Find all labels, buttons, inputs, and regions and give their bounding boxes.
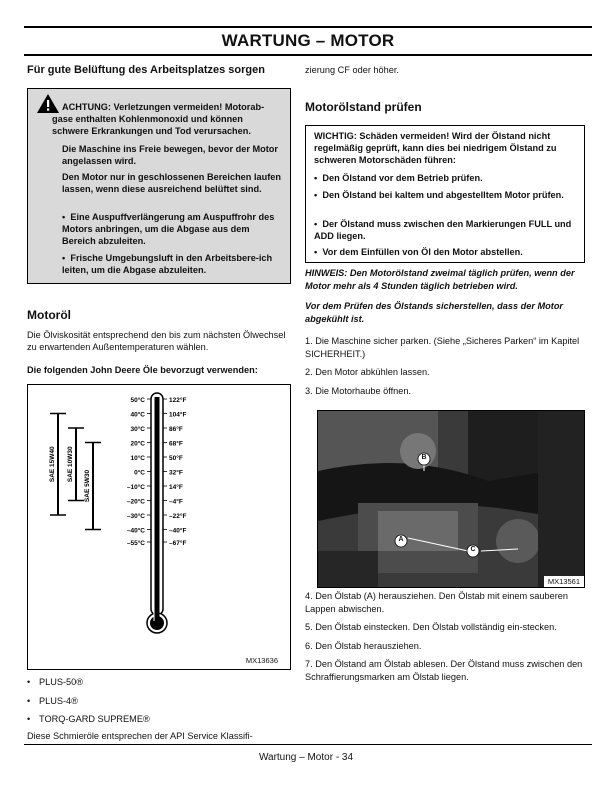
warning-bullet-1 — [62, 211, 284, 248]
warning-box — [27, 88, 291, 284]
celsius-tick-label: 0°C — [134, 469, 145, 477]
step-7: 7. Den Ölstand am Ölstab ablesen. Der Ölstand muss zwischen den Schraffierungsmarken am Ölstab liegen. — [305, 659, 583, 682]
oil-level-heading: Motorölstand prüfen — [305, 99, 422, 114]
fahrenheit-tick-label: 122°F — [169, 397, 187, 404]
bullet-dot: • — [27, 714, 31, 724]
oil-preferred: Die folgenden John Deere Öle bevorzugt verwenden: — [27, 364, 258, 375]
bullet-dot: • — [314, 190, 323, 200]
engine-photo-figure — [317, 410, 585, 588]
fahrenheit-tick-label: 104°F — [169, 411, 187, 419]
important-item-3-text: Der Ölstand muss zwischen den Markierungen FULL und ADD liegen. — [314, 219, 572, 242]
warning-triangle-icon — [36, 93, 62, 115]
celsius-tick-label: –30°C — [126, 513, 145, 520]
warning-line-3: schwere Erkrankungen und Tod verursachen. — [52, 126, 251, 137]
bullet-dot: • — [314, 173, 323, 183]
important-item-4-text: Vor dem Einfüllen von Öl den Motor abstellen. — [322, 247, 523, 257]
celsius-tick-label: –20°C — [126, 498, 145, 506]
viscosity-chart-figure — [27, 384, 291, 670]
important-item-1 — [314, 172, 578, 184]
warning-bullet-1-text: Eine Auspuffverlängerung am Auspuffrohr des Motors anbringen, um die Abgase aus dem Bereich abzuleiten. — [62, 212, 275, 247]
bullet-dot: • — [62, 212, 71, 222]
bullet-dot: • — [314, 247, 323, 257]
figure2-caption: MX13561 — [544, 576, 584, 587]
bullet-dot: • — [27, 677, 31, 687]
step-6: 6. Den Ölstab herausziehen. — [305, 640, 422, 651]
note-text: HINWEIS: Den Motorölstand zweimal täglich prüfen, wenn der Motor mehr als 4 Stunden täglich betrieben wird. — [305, 268, 575, 291]
important-item-1-text: Den Ölstand vor dem Betrieb prüfen. — [322, 173, 483, 183]
celsius-tick-label: 40°C — [130, 411, 145, 419]
warning-line-1: ACHTUNG: Verletzungen vermeiden! Motorab- — [62, 102, 265, 112]
warning-bullet-2-text: Frische Umgebungsluft in den Arbeitsbere-ich leiten, um die Abgase abzuleiten. — [62, 253, 273, 276]
bullet-dot: • — [314, 219, 323, 229]
bullet-dot: • — [27, 695, 31, 706]
fahrenheit-tick-label: –4°F — [169, 498, 183, 506]
important-item-2 — [314, 189, 578, 201]
callout-a: A — [398, 536, 404, 543]
grade-label: SAE 10W30 — [67, 446, 74, 483]
oil-item-1: PLUS-50® — [39, 677, 84, 687]
thermometer-mercury — [155, 397, 160, 619]
footer-rule — [24, 744, 592, 745]
fahrenheit-tick-label: –40°F — [169, 527, 187, 535]
celsius-tick-label: 10°C — [130, 455, 145, 462]
important-item-4 — [314, 246, 578, 258]
fahrenheit-tick-label: 50°F — [169, 455, 183, 462]
step-5: 5. Den Ölstab einstecken. Den Ölstab vollständig ein-stecken. — [305, 622, 557, 632]
important-box — [305, 125, 585, 263]
grade-label: SAE 5W30 — [84, 469, 91, 503]
left-column — [27, 64, 293, 77]
oil-text: Die Ölviskosität entsprechend den bis zum nächsten Ölwechsel zu erwartenden Außentemperaturen wählen. — [27, 329, 286, 352]
thermometer-bulb-fill — [150, 616, 164, 630]
celsius-tick-label: –55°C — [126, 540, 145, 547]
engine-photo — [318, 411, 584, 587]
bullet-dot: • — [62, 253, 71, 263]
fahrenheit-tick-label: 14°F — [169, 484, 183, 491]
step-4: 4. Den Ölstab (A) herausziehen. Den Ölstab mit einem sauberen Lappen abwischen. — [305, 591, 568, 614]
oil-item-2: PLUS-4® — [39, 695, 78, 706]
celsius-tick-label: 50°C — [130, 397, 145, 404]
fahrenheit-tick-label: 32°F — [169, 469, 183, 477]
api-text: Diese Schmieröle entsprechen der API Service Klassifi- — [27, 730, 253, 741]
api-continuation: zierung CF oder höher. — [305, 65, 399, 75]
list-item — [27, 695, 293, 708]
step-2: 2. Den Motor abkühlen lassen. — [305, 367, 430, 377]
important-intro: WICHTIG: Schäden vermeiden! Wird der Ölstand nicht regelmäßig geprüft, kann dies bei niedrigem Ölstand zu schweren Motorschäden führen: — [314, 131, 557, 166]
celsius-tick-label: –40°C — [126, 527, 145, 535]
callout-b: B — [421, 454, 427, 461]
celsius-tick-label: –10°C — [126, 484, 145, 491]
warning-p3: Den Motor nur in geschlossenen Bereichen laufen lassen, wenn diese ausreichend belüftet sind. — [62, 172, 282, 195]
callout-c: C — [470, 546, 476, 553]
viscosity-thermometer — [28, 385, 290, 669]
celsius-tick-label: 20°C — [130, 440, 145, 448]
list-item — [27, 713, 293, 726]
oil-item-3: TORQ-GARD SUPREME® — [39, 714, 150, 724]
warning-bullet-2 — [62, 252, 284, 276]
before-check-text: Vor dem Prüfen des Ölstands sicherstellen, dass der Motor abgekühlt ist. — [305, 301, 564, 324]
fahrenheit-tick-label: 86°F — [169, 426, 183, 433]
figure1-caption: MX13636 — [245, 656, 278, 665]
warning-p2: Die Maschine ins Freie bewegen, bevor der Motor angelassen wird. — [62, 144, 278, 167]
fahrenheit-tick-label: –67°F — [169, 540, 187, 547]
fahrenheit-tick-label: 68°F — [169, 440, 183, 448]
step-3: 3. Die Motorhaube öffnen. — [305, 385, 412, 396]
step-1: 1. Die Maschine sicher parken. (Siehe „Sicheres Parken“ im Kapitel SICHERHEIT.) — [305, 336, 580, 359]
warning-line-2: gase enthalten Kohlenmonoxid und können — [52, 114, 243, 124]
celsius-tick-label: 30°C — [130, 426, 145, 433]
page-title: WARTUNG – MOTOR — [24, 26, 592, 56]
list-item — [27, 676, 293, 689]
oil-heading: Motoröl — [27, 308, 71, 322]
grade-label: SAE 15W40 — [49, 446, 56, 483]
important-item-3 — [314, 218, 578, 242]
page-footer: Wartung – Motor - 34 — [258, 752, 354, 763]
fahrenheit-tick-label: –22°F — [169, 513, 187, 520]
ventilation-heading: Für gute Belüftung des Arbeitsplatzes sorgen — [27, 64, 265, 76]
important-item-2-text: Den Ölstand bei kaltem und abgestelltem Motor prüfen. — [322, 190, 564, 200]
